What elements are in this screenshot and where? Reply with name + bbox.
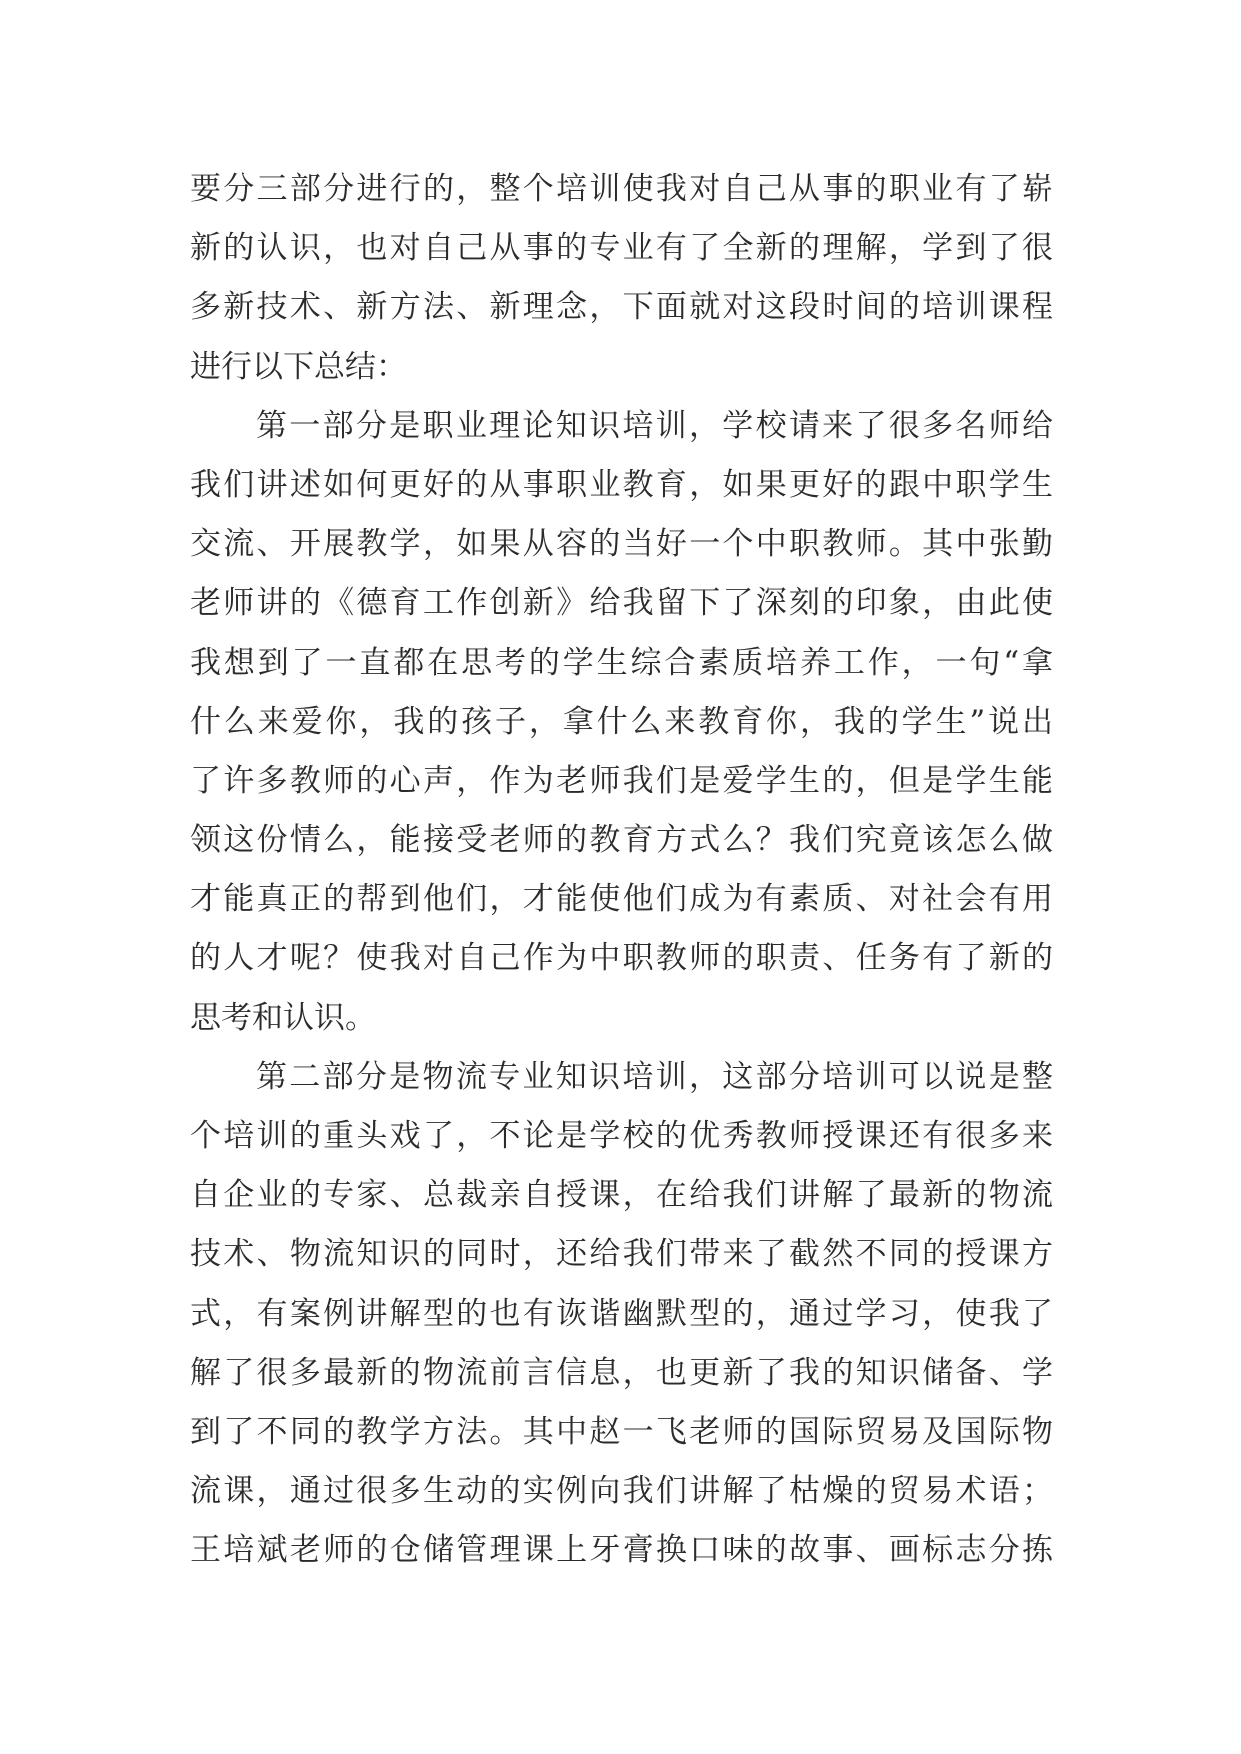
text-line: 领这份情么，能接受老师的教育方式么？我们究竟该怎么做 [190,822,1053,859]
text-line: 自企业的专家、总裁亲自授课，在给我们讲解了最新的物流 [190,1177,1053,1214]
text-line: 第一部分是职业理论知识培训，学校请来了很多名师给 [256,407,1053,444]
text-line: 到了不同的教学方法。其中赵一飞老师的国际贸易及国际物 [190,1413,1053,1450]
text-line: 解了很多最新的物流前言信息，也更新了我的知识储备、学 [190,1354,1053,1391]
text-line: 什么来爱你，我的孩子，拿什么来教育你，我的学生”说出 [190,703,1053,740]
text-line: 老师讲的《德育工作创新》给我留下了深刻的印象，由此使 [190,585,1053,622]
text-line: 思考和认识。 [190,999,376,1036]
text-line: 了许多教师的心声，作为老师我们是爱学生的，但是学生能 [190,762,1053,799]
text-line: 要分三部分进行的，整个培训使我对自己从事的职业有了崭 [190,171,1053,207]
text-line: 多新技术、新方法、新理念，下面就对这段时间的培训课程 [190,289,1053,326]
text-line: 式，有案例讲解型的也有诙谐幽默型的，通过学习，使我了 [190,1295,1053,1332]
text-line: 才能真正的帮到他们，才能使他们成为有素质、对社会有用 [190,881,1053,918]
text-line: 个培训的重头戏了，不论是学校的优秀教师授课还有很多来 [190,1118,1053,1154]
text-line: 的人才呢？使我对自己作为中职教师的职责、任务有了新的 [190,940,1053,977]
text-line: 我们讲述如何更好的从事职业教育，如果更好的跟中职学生 [190,466,1053,503]
body-text [190,160,1053,1581]
text-line: 王培斌老师的仓储管理课上牙膏换口味的故事、画标志分拣 [190,1532,1053,1569]
text-line: 我想到了一直都在思考的学生综合素质培养工作，一句“拿 [190,644,1053,681]
text-line: 第二部分是物流专业知识培训，这部分培训可以说是整 [256,1058,1053,1095]
text-line: 交流、开展教学，如果从容的当好一个中职教师。其中张勤 [190,526,1053,563]
text-line: 进行以下总结： [190,348,407,385]
text-line: 流课，通过很多生动的实例向我们讲解了枯燥的贸易术语； [190,1473,1053,1510]
text-line: 技术、物流知识的同时，还给我们带来了截然不同的授课方 [190,1236,1053,1273]
text-line: 新的认识，也对自己从事的专业有了全新的理解，学到了很 [190,230,1053,267]
